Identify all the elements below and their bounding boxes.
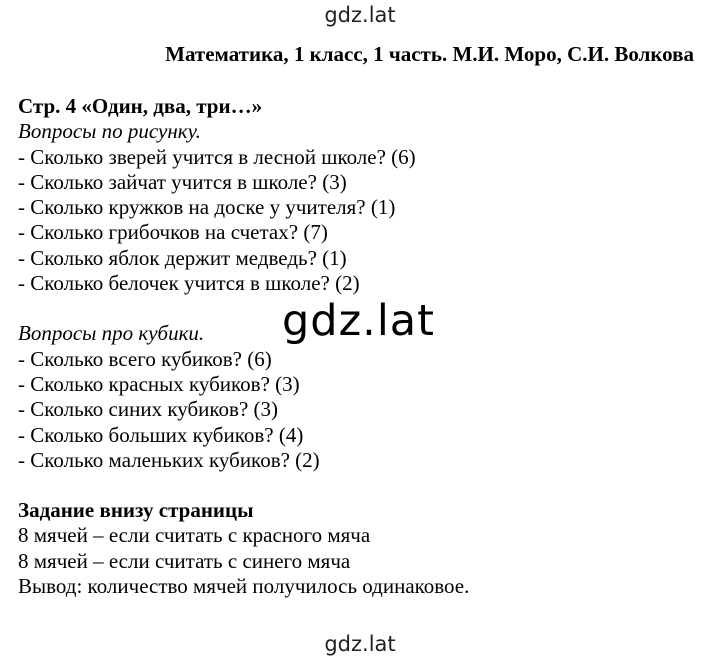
watermark-top: gdz.lat — [324, 3, 396, 27]
list-item: - Сколько маленьких кубиков? (2) — [18, 447, 320, 472]
subheading-picture-questions: Вопросы по рисунку. — [18, 119, 201, 144]
list-item: - Сколько всего кубиков? (6) — [18, 346, 272, 371]
document-body — [18, 94, 708, 599]
section-heading-page-4: Стр. 4 «Один, два, три…» — [18, 94, 263, 118]
subheading-cube-questions: Вопросы про кубики. — [18, 321, 205, 346]
list-item: - Сколько кружков на доске у учителя? (1) — [18, 195, 396, 220]
list-item: - Сколько белочек учится в школе? (2) — [18, 271, 360, 296]
section-heading-bottom-task: Задание внизу страницы — [18, 498, 254, 523]
list-item: - Сколько больших кубиков? (4) — [18, 422, 304, 447]
list-item: - Сколько зайчат учится в школе? (3) — [18, 169, 347, 194]
list-item: - Сколько грибочков на счетах? (7) — [18, 220, 328, 245]
watermark-center: gdz.lat — [282, 296, 435, 346]
answer-line: 8 мячей – если считать с синего мяча — [18, 548, 351, 573]
watermark-bottom: gdz.lat — [324, 632, 396, 656]
answer-line: 8 мячей – если считать с красного мяча — [18, 523, 371, 548]
conclusion-line: Вывод: количество мячей получилось одинаковое. — [18, 574, 470, 599]
list-item: - Сколько красных кубиков? (3) — [18, 371, 300, 396]
list-item: - Сколько синих кубиков? (3) — [18, 397, 278, 422]
spacer — [18, 473, 708, 498]
document-title: Математика, 1 класс, 1 часть. М.И. Моро, С.И. Волкова — [165, 42, 694, 66]
list-item: - Сколько зверей учится в лесной школе? (6) — [18, 144, 416, 169]
list-item: - Сколько яблок держит медведь? (1) — [18, 245, 347, 270]
